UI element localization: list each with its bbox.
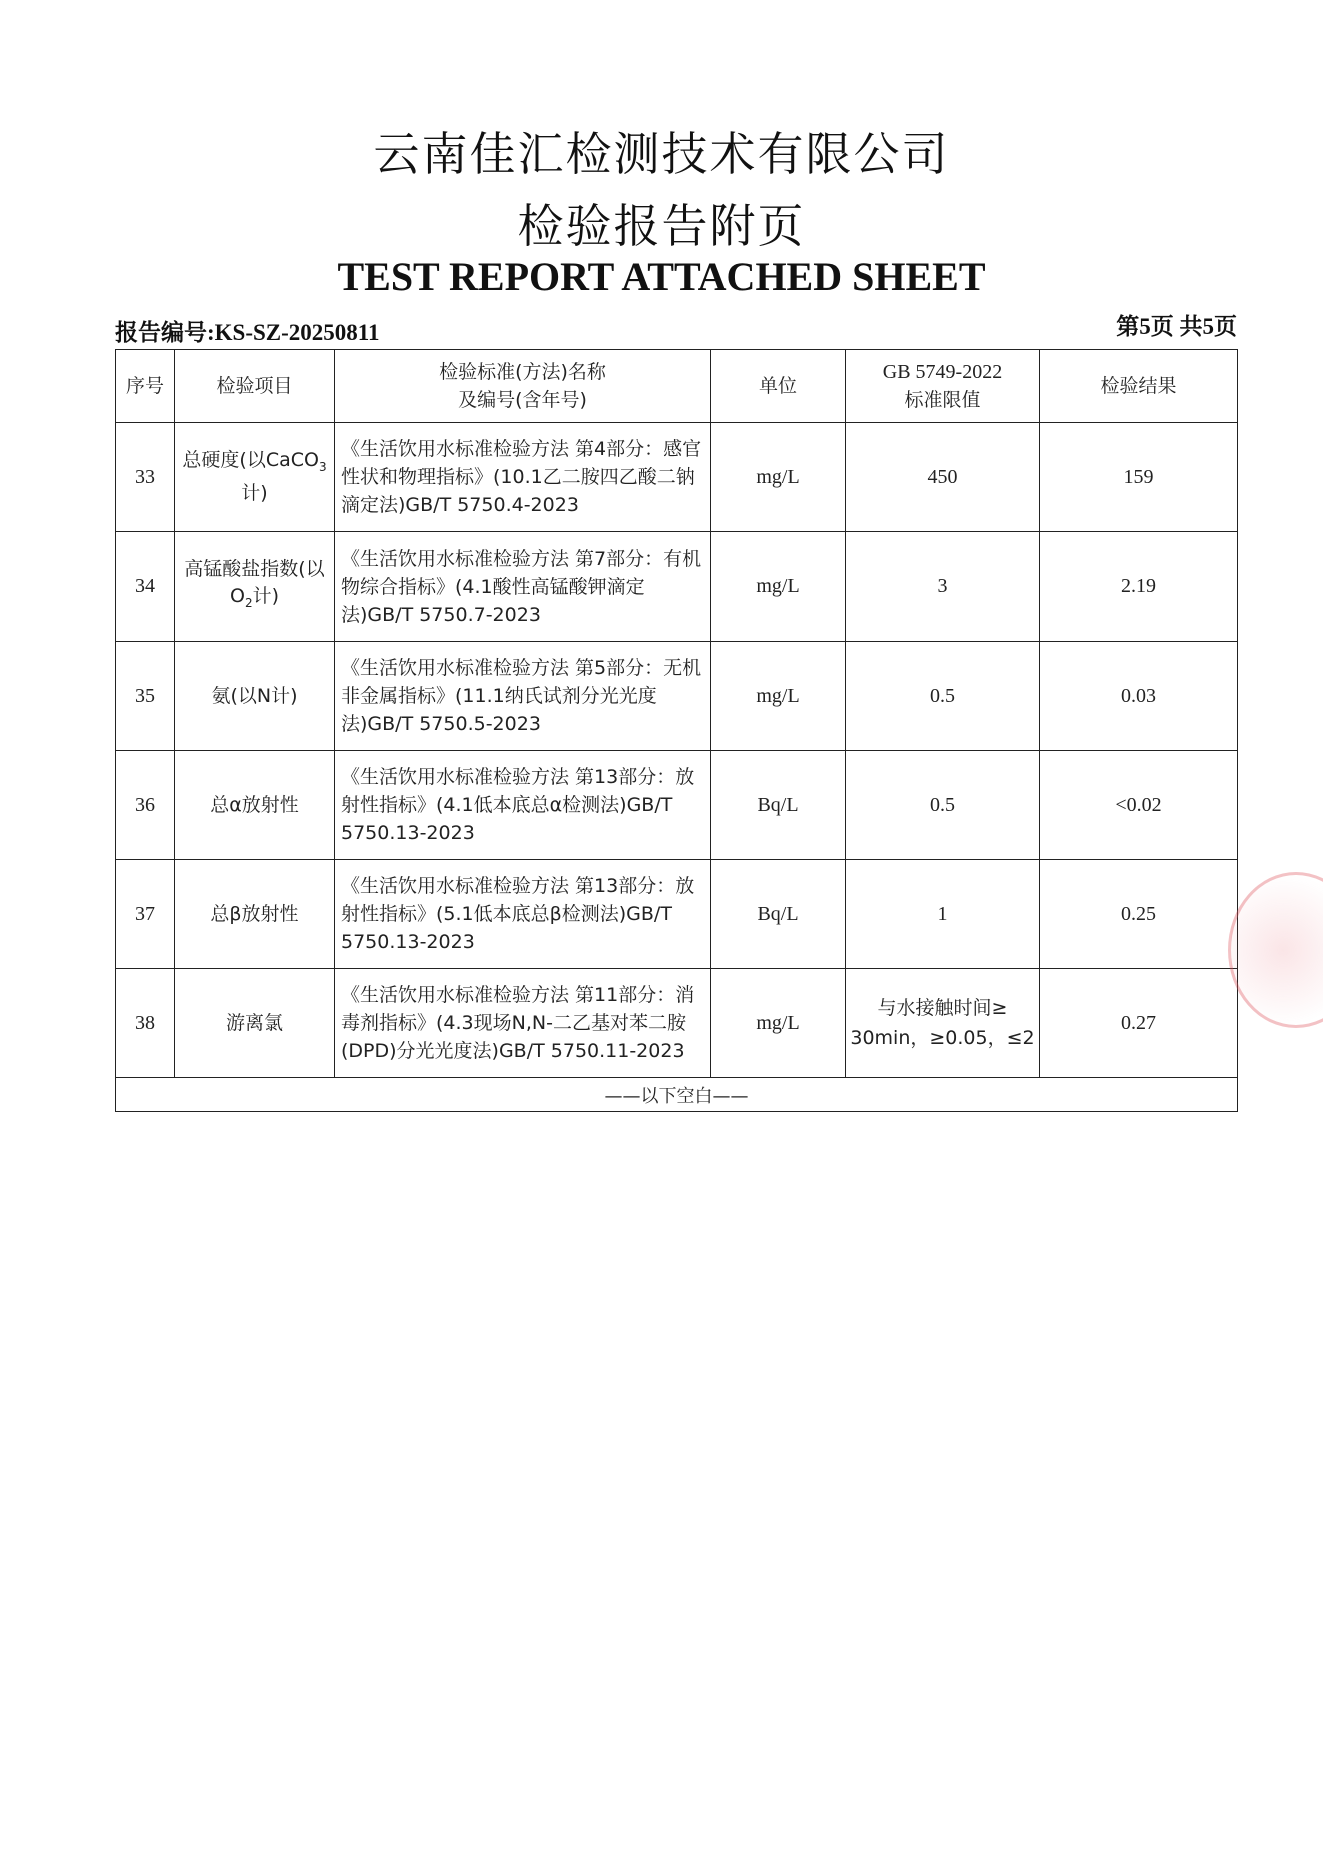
table-row: [116, 860, 1238, 969]
row-unit: mg/L: [711, 532, 846, 642]
row-limit: 1: [846, 860, 1040, 969]
row-item: 总α放射性: [175, 751, 335, 860]
table-row: [116, 751, 1238, 860]
header-method-line2: 及编号(含年号): [458, 389, 587, 411]
row-item-subscript: 3: [318, 459, 327, 474]
row-method: 《生活饮用水标准检验方法 第13部分：放射性指标》(5.1低本底总β检测法)GB/T 5750.13-2023: [335, 860, 711, 969]
table-row: [116, 423, 1238, 532]
row-item-text-2: 计): [241, 482, 268, 505]
row-method: 《生活饮用水标准检验方法 第4部分：感官性状和物理指标》(10.1乙二胺四乙酸二钠滴定法)GB/T 5750.4-2023: [335, 423, 711, 532]
end-note: ——以下空白——: [116, 1078, 1238, 1112]
row-result: <0.02: [1040, 751, 1238, 860]
report-title-en: TEST REPORT ATTACHED SHEET: [337, 254, 986, 299]
row-method: 《生活饮用水标准检验方法 第5部分：无机非金属指标》(11.1纳氏试剂分光光度法)GB/T 5750.5-2023: [335, 642, 711, 751]
row-result: 0.27: [1040, 969, 1238, 1078]
row-seq: 38: [116, 969, 175, 1078]
row-item: 游离氯: [175, 969, 335, 1078]
row-result: 0.25: [1040, 860, 1238, 969]
header-limit-line1: GB 5749-2022: [882, 361, 1003, 383]
header-limit: [846, 350, 1040, 423]
row-item: [175, 532, 335, 642]
row-seq: 34: [116, 532, 175, 642]
report-title-cn: 检验报告附页: [517, 199, 806, 253]
row-seq: 36: [116, 751, 175, 860]
row-limit: 0.5: [846, 751, 1040, 860]
row-result: 0.03: [1040, 642, 1238, 751]
row-method: 《生活饮用水标准检验方法 第11部分：消毒剂指标》(4.3现场N,N-二乙基对苯二胺(DPD)分光光度法)GB/T 5750.11-2023: [335, 969, 711, 1078]
row-seq: 35: [116, 642, 175, 751]
row-limit: 3: [846, 532, 1040, 642]
row-unit: Bq/L: [711, 860, 846, 969]
row-seq: 37: [116, 860, 175, 969]
row-method: 《生活饮用水标准检验方法 第7部分：有机物综合指标》(4.1酸性高锰酸钾滴定法)GB/T 5750.7-2023: [335, 532, 711, 642]
header-unit: 单位: [711, 350, 846, 423]
row-item-text: 高锰酸盐指数(以O: [184, 558, 325, 608]
row-item-text: 总硬度(以CaCO: [182, 448, 319, 471]
row-item-subscript: 2: [244, 595, 253, 610]
row-unit: mg/L: [711, 642, 846, 751]
table-end-row: [116, 1078, 1238, 1112]
row-result: 159: [1040, 423, 1238, 532]
header-result: 检验结果: [1040, 350, 1238, 423]
company-name: 云南佳汇检测技术有限公司: [373, 127, 950, 181]
row-item: 氨(以N计): [175, 642, 335, 751]
row-method: 《生活饮用水标准检验方法 第13部分：放射性指标》(4.1低本底总α检测法)GB/T 5750.13-2023: [335, 751, 711, 860]
table-row: [116, 532, 1238, 642]
row-result: 2.19: [1040, 532, 1238, 642]
row-unit: mg/L: [711, 423, 846, 532]
header-method-line1: 检验标准(方法)名称: [439, 361, 606, 383]
row-limit-line1: 与水接触时间≥: [877, 997, 1008, 1019]
header-limit-line2: 标准限值: [904, 389, 981, 411]
row-unit: mg/L: [711, 969, 846, 1078]
row-unit: Bq/L: [711, 751, 846, 860]
table-row: [116, 969, 1238, 1078]
report-number: 报告编号:KS-SZ-20250811: [115, 320, 380, 345]
page-indicator: 第5页 共5页: [1116, 314, 1237, 339]
row-limit-line2: 30min，≥0.05，≤2: [850, 1027, 1035, 1049]
results-table: [115, 349, 1238, 1112]
table-row: [116, 642, 1238, 751]
row-limit: 450: [846, 423, 1040, 532]
table-header-row: [116, 350, 1238, 423]
row-limit: [846, 969, 1040, 1078]
header-item: 检验项目: [175, 350, 335, 423]
row-item: [175, 423, 335, 532]
row-seq: 33: [116, 423, 175, 532]
row-item-text-2: 计): [252, 585, 280, 608]
header-method: [335, 350, 711, 423]
row-limit: 0.5: [846, 642, 1040, 751]
header-seq: 序号: [116, 350, 175, 423]
row-item: 总β放射性: [175, 860, 335, 969]
official-seal-stamp: [1228, 872, 1323, 1028]
